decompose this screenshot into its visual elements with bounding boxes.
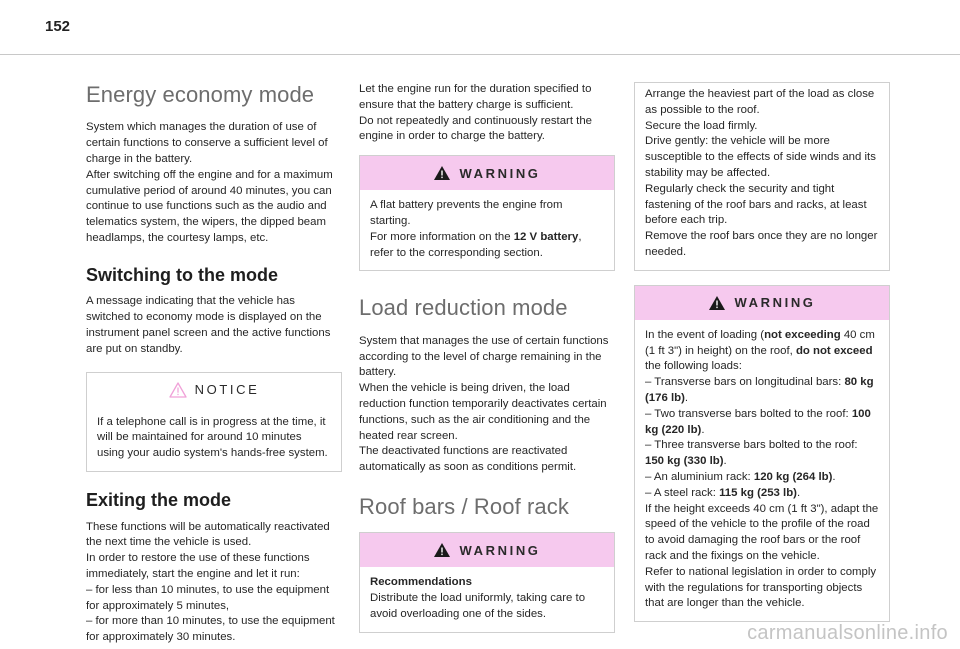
heading-roof-bars: Roof bars / Roof rack [359,493,569,519]
warning-title-battery: WARNING [459,165,541,181]
top-rule [0,54,960,55]
watermark: carmanualsonline.info [747,622,948,644]
warning-triangle-icon [433,542,451,558]
heading-switching-to-mode: Switching to the mode [86,264,278,285]
notice-box [86,372,342,472]
paragraph-engine-run: Let the engine run for the duration specified to ensure that the battery charge is sufficient. Do not repeatedly and continuously restart the engine in order to charge the battery. [359,83,593,143]
column-1 [86,82,342,646]
page-number: 152 [45,18,71,35]
warning-title-roof: WARNING [459,542,541,558]
notice-text: If a telephone call is in progress at the time, it will be maintained for around 10 minutes using your audio system's hands-free system. [97,415,328,460]
heading-load-reduction-mode: Load reduction mode [359,295,568,321]
recommendations-label: Recommendations [370,576,472,589]
column-3 [634,82,890,622]
warning-triangle-icon [433,165,451,181]
warning-header-loads [635,286,889,320]
warning-title-loads: WARNING [734,295,816,311]
warning-header-battery [360,156,614,190]
roof-load-advice-text: Arrange the heaviest part of the load as close as possible to the roof. Secure the load firmly. Drive gently: the vehicle will be more susceptible to the effects of side winds and its stability may be affected. Regularly check the security and tight fastening of the roof bars and racks, at least before each trip. Remove the roof bars once they are no longer needed. [645,88,878,258]
roof-load-advice-box [634,82,890,271]
paragraph-load-reduction: System that manages the use of certain functions according to the level of charge remaining in the battery. When the vehicle is being driven, the load reduction function temporarily deactivates certain functions, such as the air conditioning and the heated rear screen. The deactivated functions are reactivated automatically as soon as conditions permit. [359,334,609,474]
column-2 [359,82,615,633]
notice-triangle-icon [169,382,187,398]
warning-box-roof [359,532,615,632]
heading-exiting-mode: Exiting the mode [86,489,232,510]
paragraph-exiting: These functions will be automatically reactivated the next time the vehicle is used. In order to restore the use of these functions immediately, start the engine and let it run: – for less than 10 minutes, to use the equipment for approximately 5 minutes, – for more than 10 minutes, to use the equipment for approximately 30 minutes. [86,520,335,644]
warning-box-battery [359,155,615,271]
warning-text-loads: In the event of loading (not exceeding 40 cm (1 ft 3") in height) on the roof, do not exceed the following loads: – Transverse bars on longitudinal bars: 80 kg (176 lb). – Two transverse bars bolted to the roof: 100 kg (220 lb). – Three transverse bars bolted to the roof: 150 kg (330 lb). – An aluminium rack: 120 kg (264 lb). – A steel rack: 115 kg (253 lb). If the height exceeds 40 cm (1 ft 3"), adapt the speed of the vehicle to the profile of the road to avoid damaging the roof bars or the roof rack and the fixings on the vehicle. Refer to national legislation in order to comply with the regulations for transporting objects that are longer than the vehicle. [645,328,879,610]
heading-energy-economy-mode: Energy economy mode [86,82,315,107]
warning-text-roof: Distribute the load uniformly, taking care to avoid overloading one of the sides. [370,592,586,620]
notice-header [87,373,341,407]
warning-header-roof [360,533,614,567]
paragraph-switching: A message indicating that the vehicle has switched to economy mode is displayed on the instrument panel screen and the active functions are put on standby. [86,295,331,355]
warning-box-loads [634,285,890,622]
paragraph-energy-economy: System which manages the duration of use of certain functions to conserve a sufficient level of charge in the battery. After switching off the engine and for a maximum cumulative period of around 40 minutes, you can continue to use functions such as the audio and telematics system, the wipers, the dipped beam headlamps, the courtesy lamps, etc. [86,121,333,244]
notice-title: NOTICE [194,382,260,398]
warning-triangle-icon [708,295,726,311]
warning-text-battery: A flat battery prevents the engine from starting. For more information on the 12 V battery, refer to the corresponding section. [370,199,582,259]
